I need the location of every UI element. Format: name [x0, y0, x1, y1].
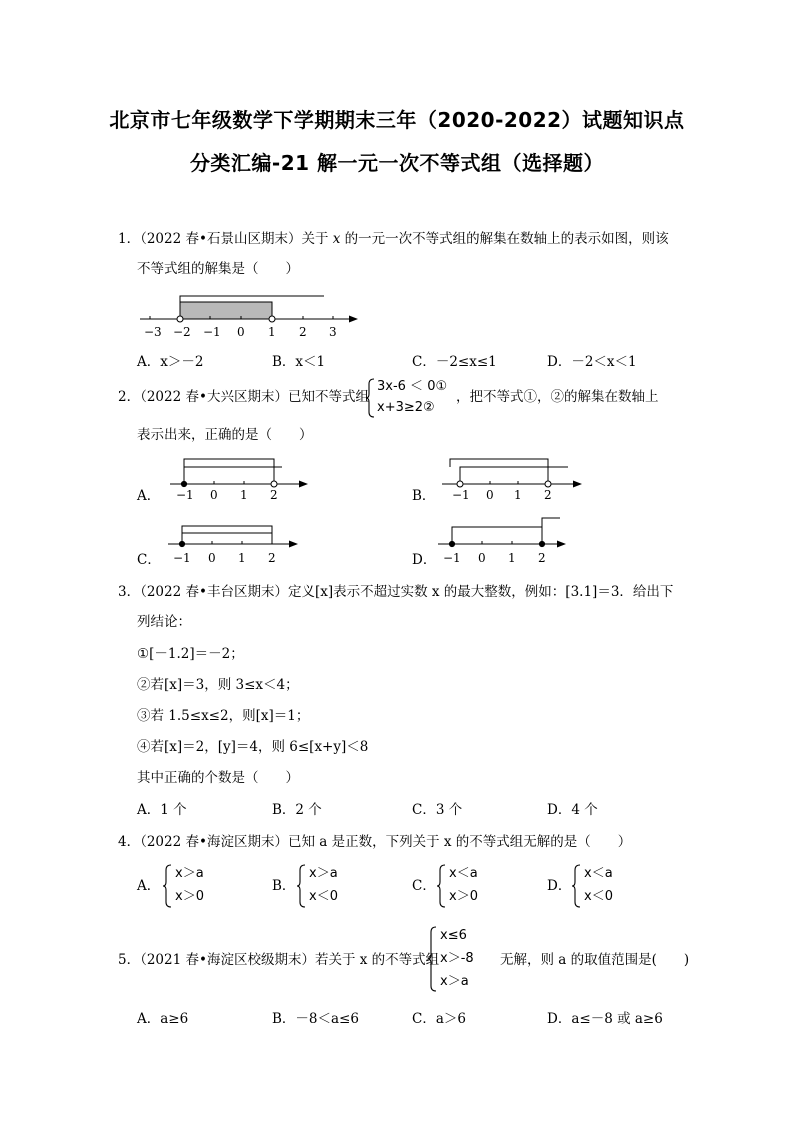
q1-stem-line2: 不等式组的解集是（ ）: [137, 261, 299, 277]
q1-option-b[interactable]: B．x＜1: [272, 354, 326, 370]
q4c-brace: [437, 864, 447, 908]
svg-text:−1: −1: [173, 551, 191, 565]
q2-stem-line2: 表示出来，正确的是（ ）: [137, 427, 313, 443]
q5-inequality-3: x＞a: [440, 974, 469, 989]
svg-text:1: 1: [514, 488, 522, 502]
q4c-line2: x＞0: [449, 889, 478, 904]
q1-option-c[interactable]: C．－2≤x≤1: [412, 354, 497, 370]
q3-number: 3．: [118, 584, 141, 600]
q3-conclusion-2: ②若[x]＝3，则 3≤x＜4；: [137, 677, 299, 693]
q2-number-line-c: [160, 522, 300, 568]
q3-option-a[interactable]: A．1 个: [137, 802, 187, 818]
q4-option-b[interactable]: B．: [272, 878, 296, 894]
q5-option-c[interactable]: C．a＞6: [412, 1011, 466, 1027]
q5-stem: 5．（2021 春•海淀区校级期末）若关于 x 的不等式组: [118, 952, 440, 968]
q2b-open-point-right: [545, 481, 551, 487]
q4-stem: 4．（2022 春•海淀区期末）已知 a 是正数，下列关于 x 的不等式组无解的是（ ）: [118, 834, 632, 850]
q1-tick-label: −2: [173, 325, 191, 339]
q1-tick-label: 1: [268, 325, 276, 339]
q2-stem: 2．（2022 春•大兴区期末）已知不等式组: [118, 389, 369, 405]
svg-text:2: 2: [544, 488, 552, 502]
q2-system-brace: [366, 378, 376, 418]
q1-source: （2022 春•石景山区期末）: [140, 231, 302, 247]
svg-text:1: 1: [240, 488, 248, 502]
q1-stem: 1．（2022 春•石景山区期末）关于 x 的一元一次不等式组的解集在数轴上的表示如图，则该: [118, 231, 669, 247]
q2d-closed-point-right: [539, 541, 544, 546]
svg-text:−1: −1: [443, 551, 461, 565]
q1-number: 1．: [118, 231, 141, 247]
q4b-brace: [297, 864, 307, 908]
q2c-closed-point: [179, 541, 184, 546]
q4b-line1: x＞a: [309, 866, 338, 881]
page-title: 北京市七年级数学下学期期末三年（2020-2022）试题知识点: [109, 108, 685, 132]
q2-number: 2．: [118, 389, 141, 405]
svg-text:1: 1: [238, 551, 246, 565]
q2b-open-point-left: [457, 481, 463, 487]
q1-number-line: [136, 292, 366, 342]
svg-text:0: 0: [208, 551, 216, 565]
svg-text:0: 0: [486, 488, 494, 502]
q3-conclusion-1: ①[－1.2]＝－2；: [137, 646, 244, 662]
q1-shaded-region: [180, 302, 272, 319]
svg-text:0: 0: [478, 551, 486, 565]
q4-option-a[interactable]: A．: [137, 878, 161, 894]
q1-option-d[interactable]: D．－2＜x＜1: [547, 354, 637, 370]
q3-option-b[interactable]: B．2 个: [272, 802, 322, 818]
q1-open-point-right: [269, 316, 275, 322]
q5-inequality-2: x＞-8: [440, 951, 474, 966]
q5-inequality-1: x≤6: [440, 928, 467, 943]
q4a-line2: x＞0: [175, 889, 204, 904]
q2a-closed-point: [181, 481, 186, 486]
q4a-line1: x＞a: [175, 866, 204, 881]
q1-tick-label: 0: [237, 325, 245, 339]
q2-stem-tail: ，把不等式①，②的解集在数轴上: [456, 389, 659, 405]
q2a-open-point: [271, 481, 277, 487]
q2-source: （2022 春•大兴区期末）: [140, 389, 288, 405]
q3-stem: 3．（2022 春•丰台区期末）定义[x]表示不超过实数 x 的最大整数，例如：[3.1]＝3．给出下: [118, 584, 674, 600]
q2-option-a[interactable]: A．: [137, 488, 161, 504]
q4b-line2: x＜0: [309, 889, 338, 904]
q1-axis-arrow: [349, 316, 358, 323]
q5-system-brace: [428, 926, 438, 992]
q1-tick-label: 3: [329, 325, 337, 339]
q3-stem-line2: 列结论：: [137, 614, 191, 630]
q5-option-a[interactable]: A．a≥6: [137, 1011, 189, 1027]
q2d-closed-point-left: [449, 541, 454, 546]
q2-option-c[interactable]: C．: [137, 552, 161, 568]
q4c-line1: x＜a: [449, 866, 478, 881]
q1-open-point-left: [177, 316, 183, 322]
q2-number-line-b: [438, 456, 588, 504]
q3-question: 其中正确的个数是（ ）: [137, 770, 299, 786]
q2-inequality-2: x+3≥2②: [377, 400, 435, 415]
q5-option-b[interactable]: B．－8＜a≤6: [272, 1011, 359, 1027]
q1-tick-label: −1: [203, 325, 221, 339]
svg-text:−1: −1: [452, 488, 470, 502]
q4a-brace: [163, 864, 173, 908]
q4-number: 4．: [118, 834, 141, 850]
svg-text:0: 0: [210, 488, 218, 502]
q4d-line1: x＜a: [584, 866, 613, 881]
q1-option-a[interactable]: A．x＞－2: [137, 354, 204, 370]
q1-bracket-upper: [180, 296, 324, 302]
svg-text:1: 1: [508, 551, 516, 565]
q5-option-d[interactable]: D．a≤－8 或 a≥6: [547, 1011, 663, 1027]
page-subtitle: 分类汇编-21 解一元一次不等式组（选择题）: [189, 151, 605, 175]
q1-tick-label: 2: [299, 325, 307, 339]
q3-conclusion-4: ④若[x]＝2，[y]＝4，则 6≤[x+y]＜8: [137, 739, 369, 755]
svg-text:2: 2: [268, 551, 276, 565]
q5-source: （2021 春•海淀区校级期末）: [140, 952, 315, 968]
q4-source: （2022 春•海淀区期末）: [140, 834, 288, 850]
q3-option-c[interactable]: C．3 个: [412, 802, 463, 818]
q2-inequality-1: 3x-6 ＜ 0①: [377, 379, 448, 394]
q5-number: 5．: [118, 952, 141, 968]
q5-stem-tail: 无解，则 a 的取值范围是( ): [500, 952, 690, 968]
q2-option-d[interactable]: D．: [412, 552, 437, 568]
q3-conclusion-3: ③若 1.5≤x≤2，则[x]＝1；: [137, 708, 310, 724]
svg-text:2: 2: [270, 488, 278, 502]
q3-source: （2022 春•丰台区期末）: [140, 584, 288, 600]
q1-tick-label: −3: [144, 325, 162, 339]
q2-option-b[interactable]: B．: [412, 488, 436, 504]
q3-option-d[interactable]: D．4 个: [547, 802, 598, 818]
q4-option-c[interactable]: C．: [412, 878, 436, 894]
q4d-brace: [572, 864, 582, 908]
svg-text:2: 2: [538, 551, 546, 565]
q4-option-d[interactable]: D．: [547, 878, 572, 894]
q4d-line2: x＜0: [584, 889, 613, 904]
q2-number-line-d: [434, 514, 574, 568]
q2-number-line-a: [162, 456, 312, 504]
svg-text:−1: −1: [176, 488, 194, 502]
